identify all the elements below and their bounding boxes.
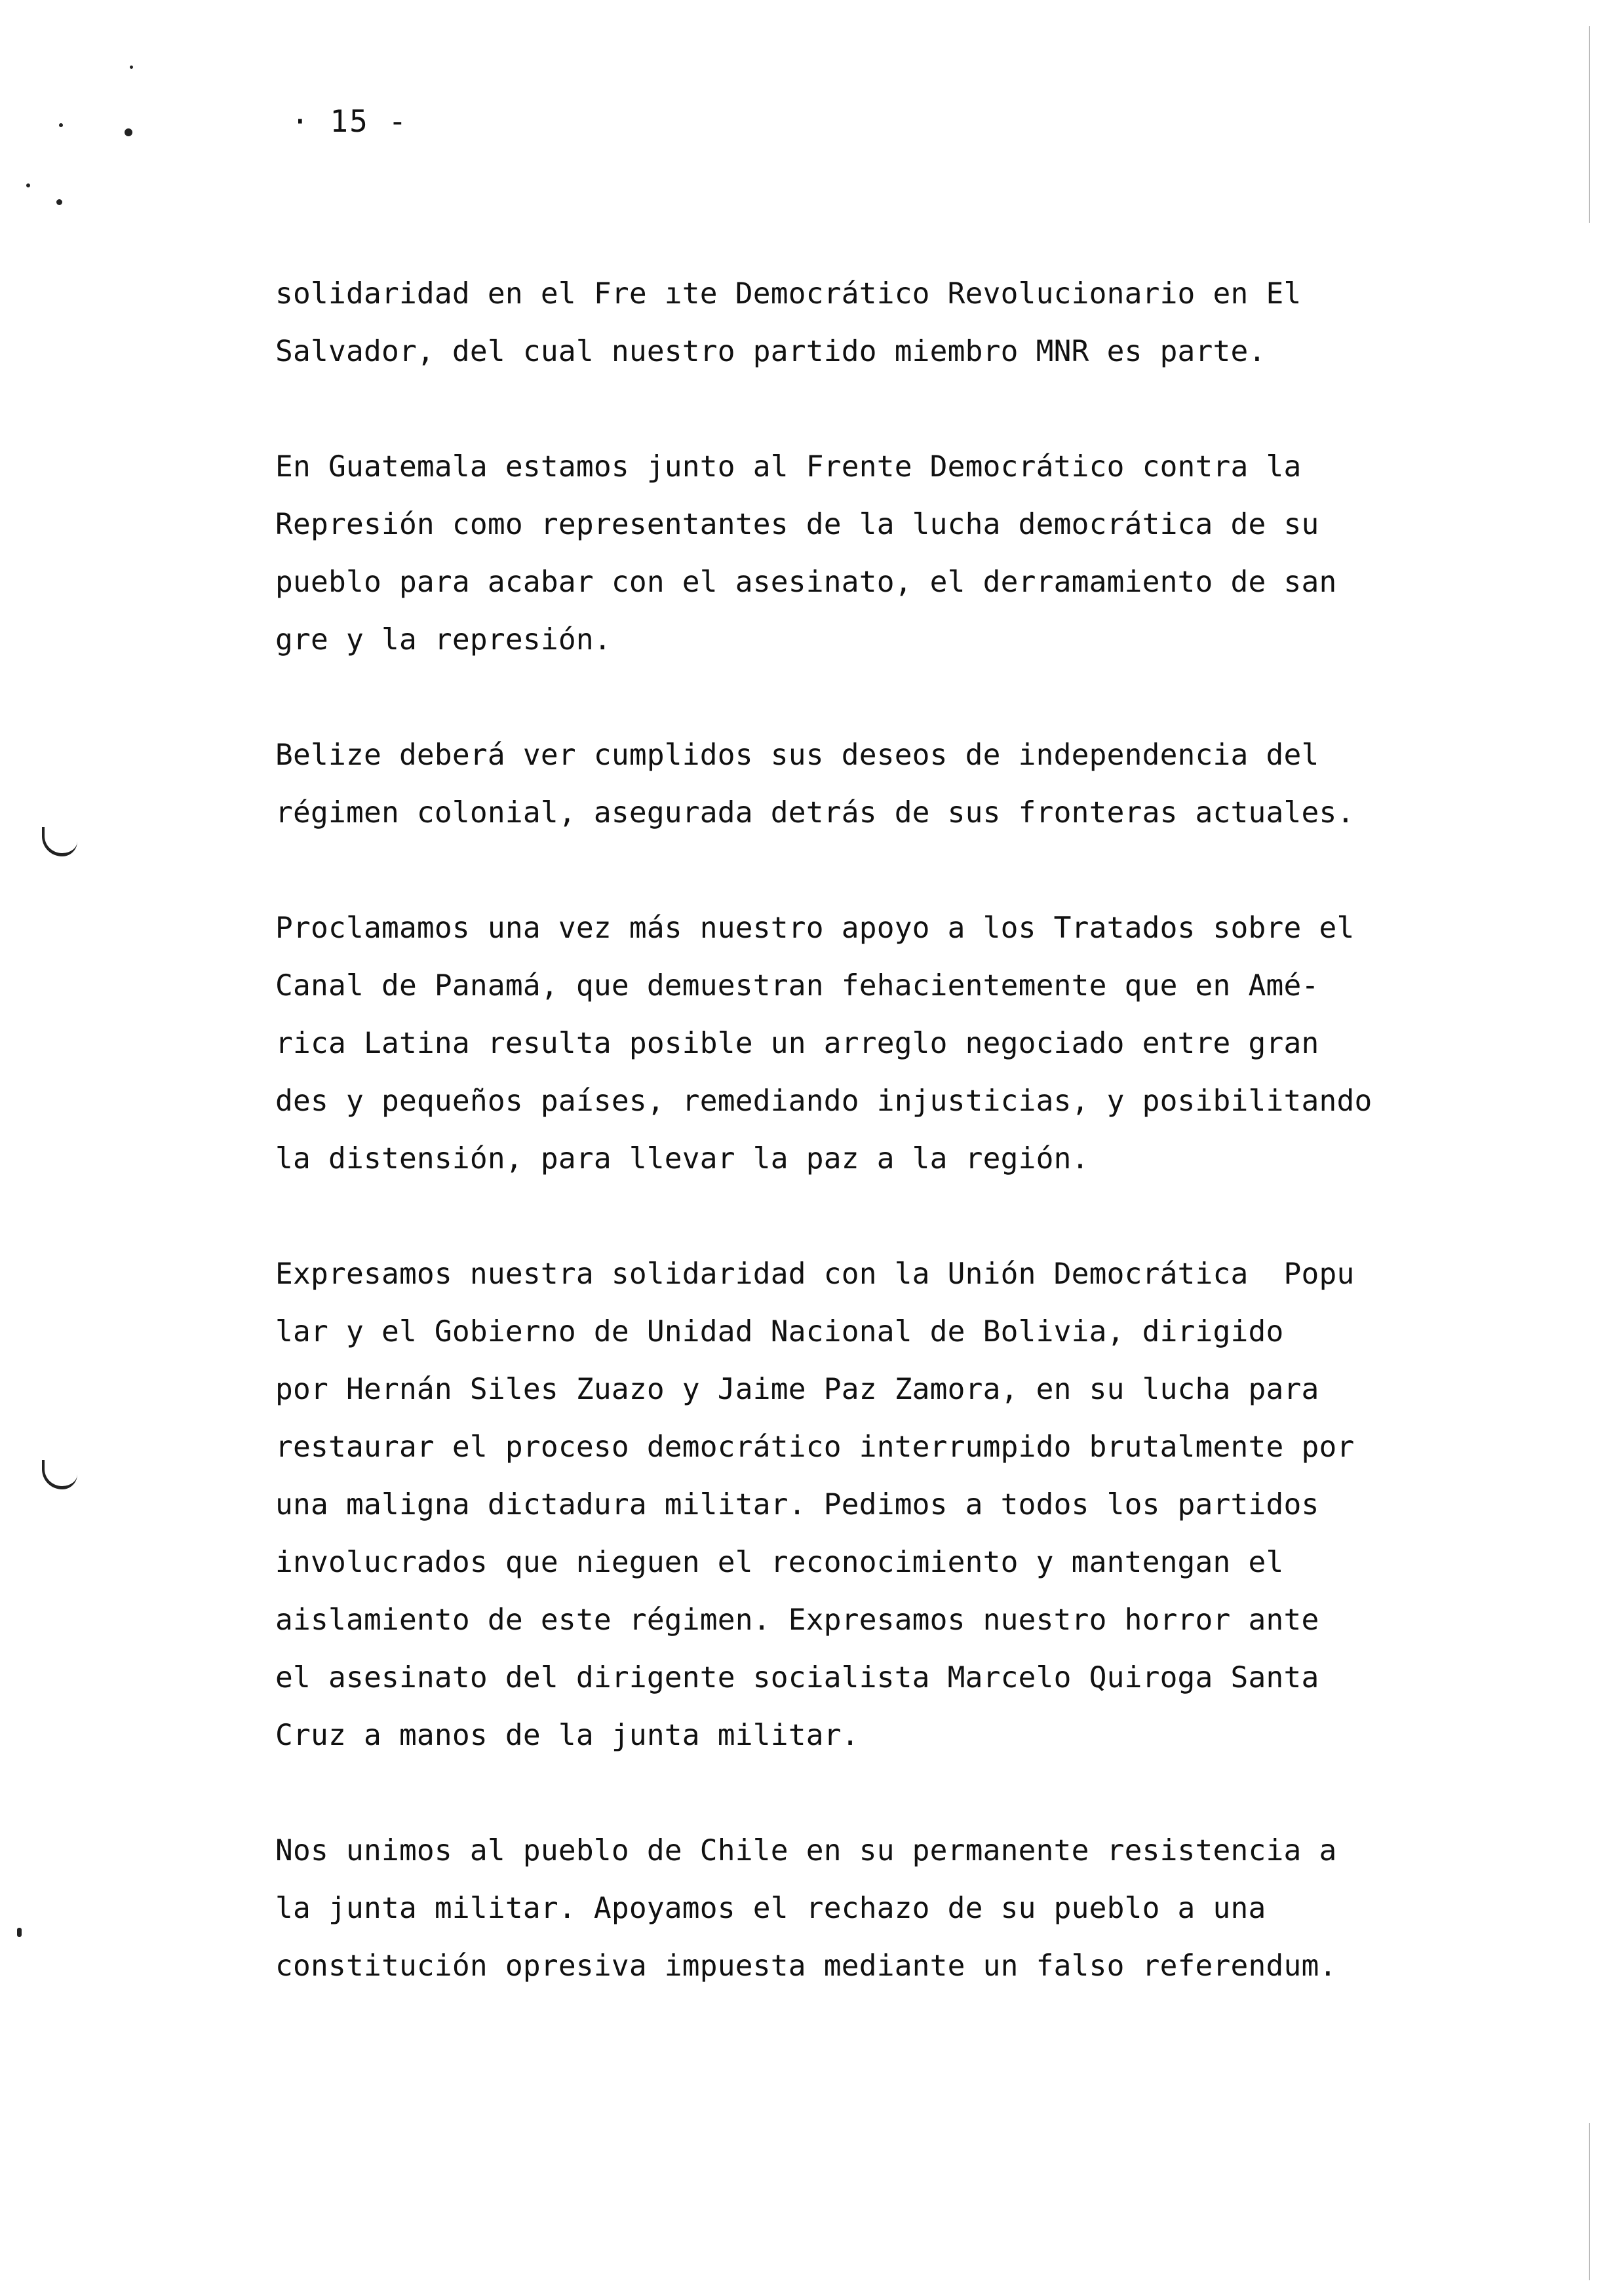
text-line: solidaridad en el Fre ıte Democrático Revolucionario en El <box>275 277 1302 311</box>
text-line: Nos unimos al pueblo de Chile en su permanente resistencia a <box>275 1834 1337 1867</box>
text-line: restaurar el proceso democrático interrumpido brutalmente por <box>275 1430 1355 1464</box>
text-line: por Hernán Siles Zuazo y Jaime Paz Zamora, en su lucha para <box>275 1373 1319 1406</box>
margin-mark <box>125 128 132 136</box>
text-line: En Guatemala estamos junto al Frente Democrático contra la <box>275 450 1302 484</box>
page-number: · 15 - <box>291 104 408 139</box>
page-edge <box>1589 2123 1590 2280</box>
text-line: pueblo para acabar con el asesinato, el derramamiento de san <box>275 565 1337 599</box>
document-body <box>275 265 1521 2053</box>
text-line: rica Latina resulta posible un arreglo negociado entre gran <box>275 1027 1319 1060</box>
text-line: involucrados que nieguen el reconocimiento y mantengan el <box>275 1546 1284 1579</box>
text-line: lar y el Gobierno de Unidad Nacional de Bolivia, dirigido <box>275 1315 1284 1349</box>
text-line: des y pequeños países, remediando injusticias, y posibilitando <box>275 1084 1372 1118</box>
text-line: Cruz a manos de la junta militar. <box>275 1719 859 1752</box>
paragraph-chile <box>275 1822 1521 1995</box>
margin-mark <box>17 1928 22 1937</box>
text-line: Represión como representantes de la lucha democrática de su <box>275 508 1319 541</box>
margin-mark <box>56 199 62 205</box>
margin-mark <box>42 1460 77 1489</box>
text-line: Belize deberá ver cumplidos sus deseos de independencia del <box>275 738 1319 772</box>
text-line: la distensión, para llevar la paz a la región. <box>275 1142 1089 1176</box>
text-line: el asesinato del dirigente socialista Marcelo Quiroga Santa <box>275 1661 1319 1694</box>
paragraph-el-salvador <box>275 265 1521 381</box>
page-edge <box>1589 26 1590 223</box>
paragraph-guatemala <box>275 438 1521 669</box>
text-line: Canal de Panamá, que demuestran fehacientemente que en Amé- <box>275 969 1319 1003</box>
text-line: la junta militar. Apoyamos el rechazo de su pueblo a una <box>275 1892 1266 1925</box>
text-line: aislamiento de este régimen. Expresamos nuestro horror ante <box>275 1603 1319 1637</box>
text-line: régimen colonial, asegurada detrás de sus fronteras actuales. <box>275 796 1355 830</box>
text-line: constitución opresiva impuesta mediante un falso referendum. <box>275 1949 1337 1983</box>
margin-mark <box>130 66 133 69</box>
text-line: una maligna dictadura militar. Pedimos a todos los partidos <box>275 1488 1319 1521</box>
margin-mark <box>26 183 30 187</box>
text-line: Proclamamos una vez más nuestro apoyo a los Tratados sobre el <box>275 911 1355 945</box>
margin-mark <box>42 827 77 856</box>
margin-mark <box>59 123 63 127</box>
text-line: gre y la represión. <box>275 623 612 657</box>
text-line: Expresamos nuestra solidaridad con la Unión Democrática Popu <box>275 1257 1355 1291</box>
paragraph-belize <box>275 727 1521 842</box>
paragraph-panama <box>275 900 1521 1188</box>
text-line: Salvador, del cual nuestro partido miembro MNR es parte. <box>275 335 1266 368</box>
paragraph-bolivia <box>275 1246 1521 1765</box>
